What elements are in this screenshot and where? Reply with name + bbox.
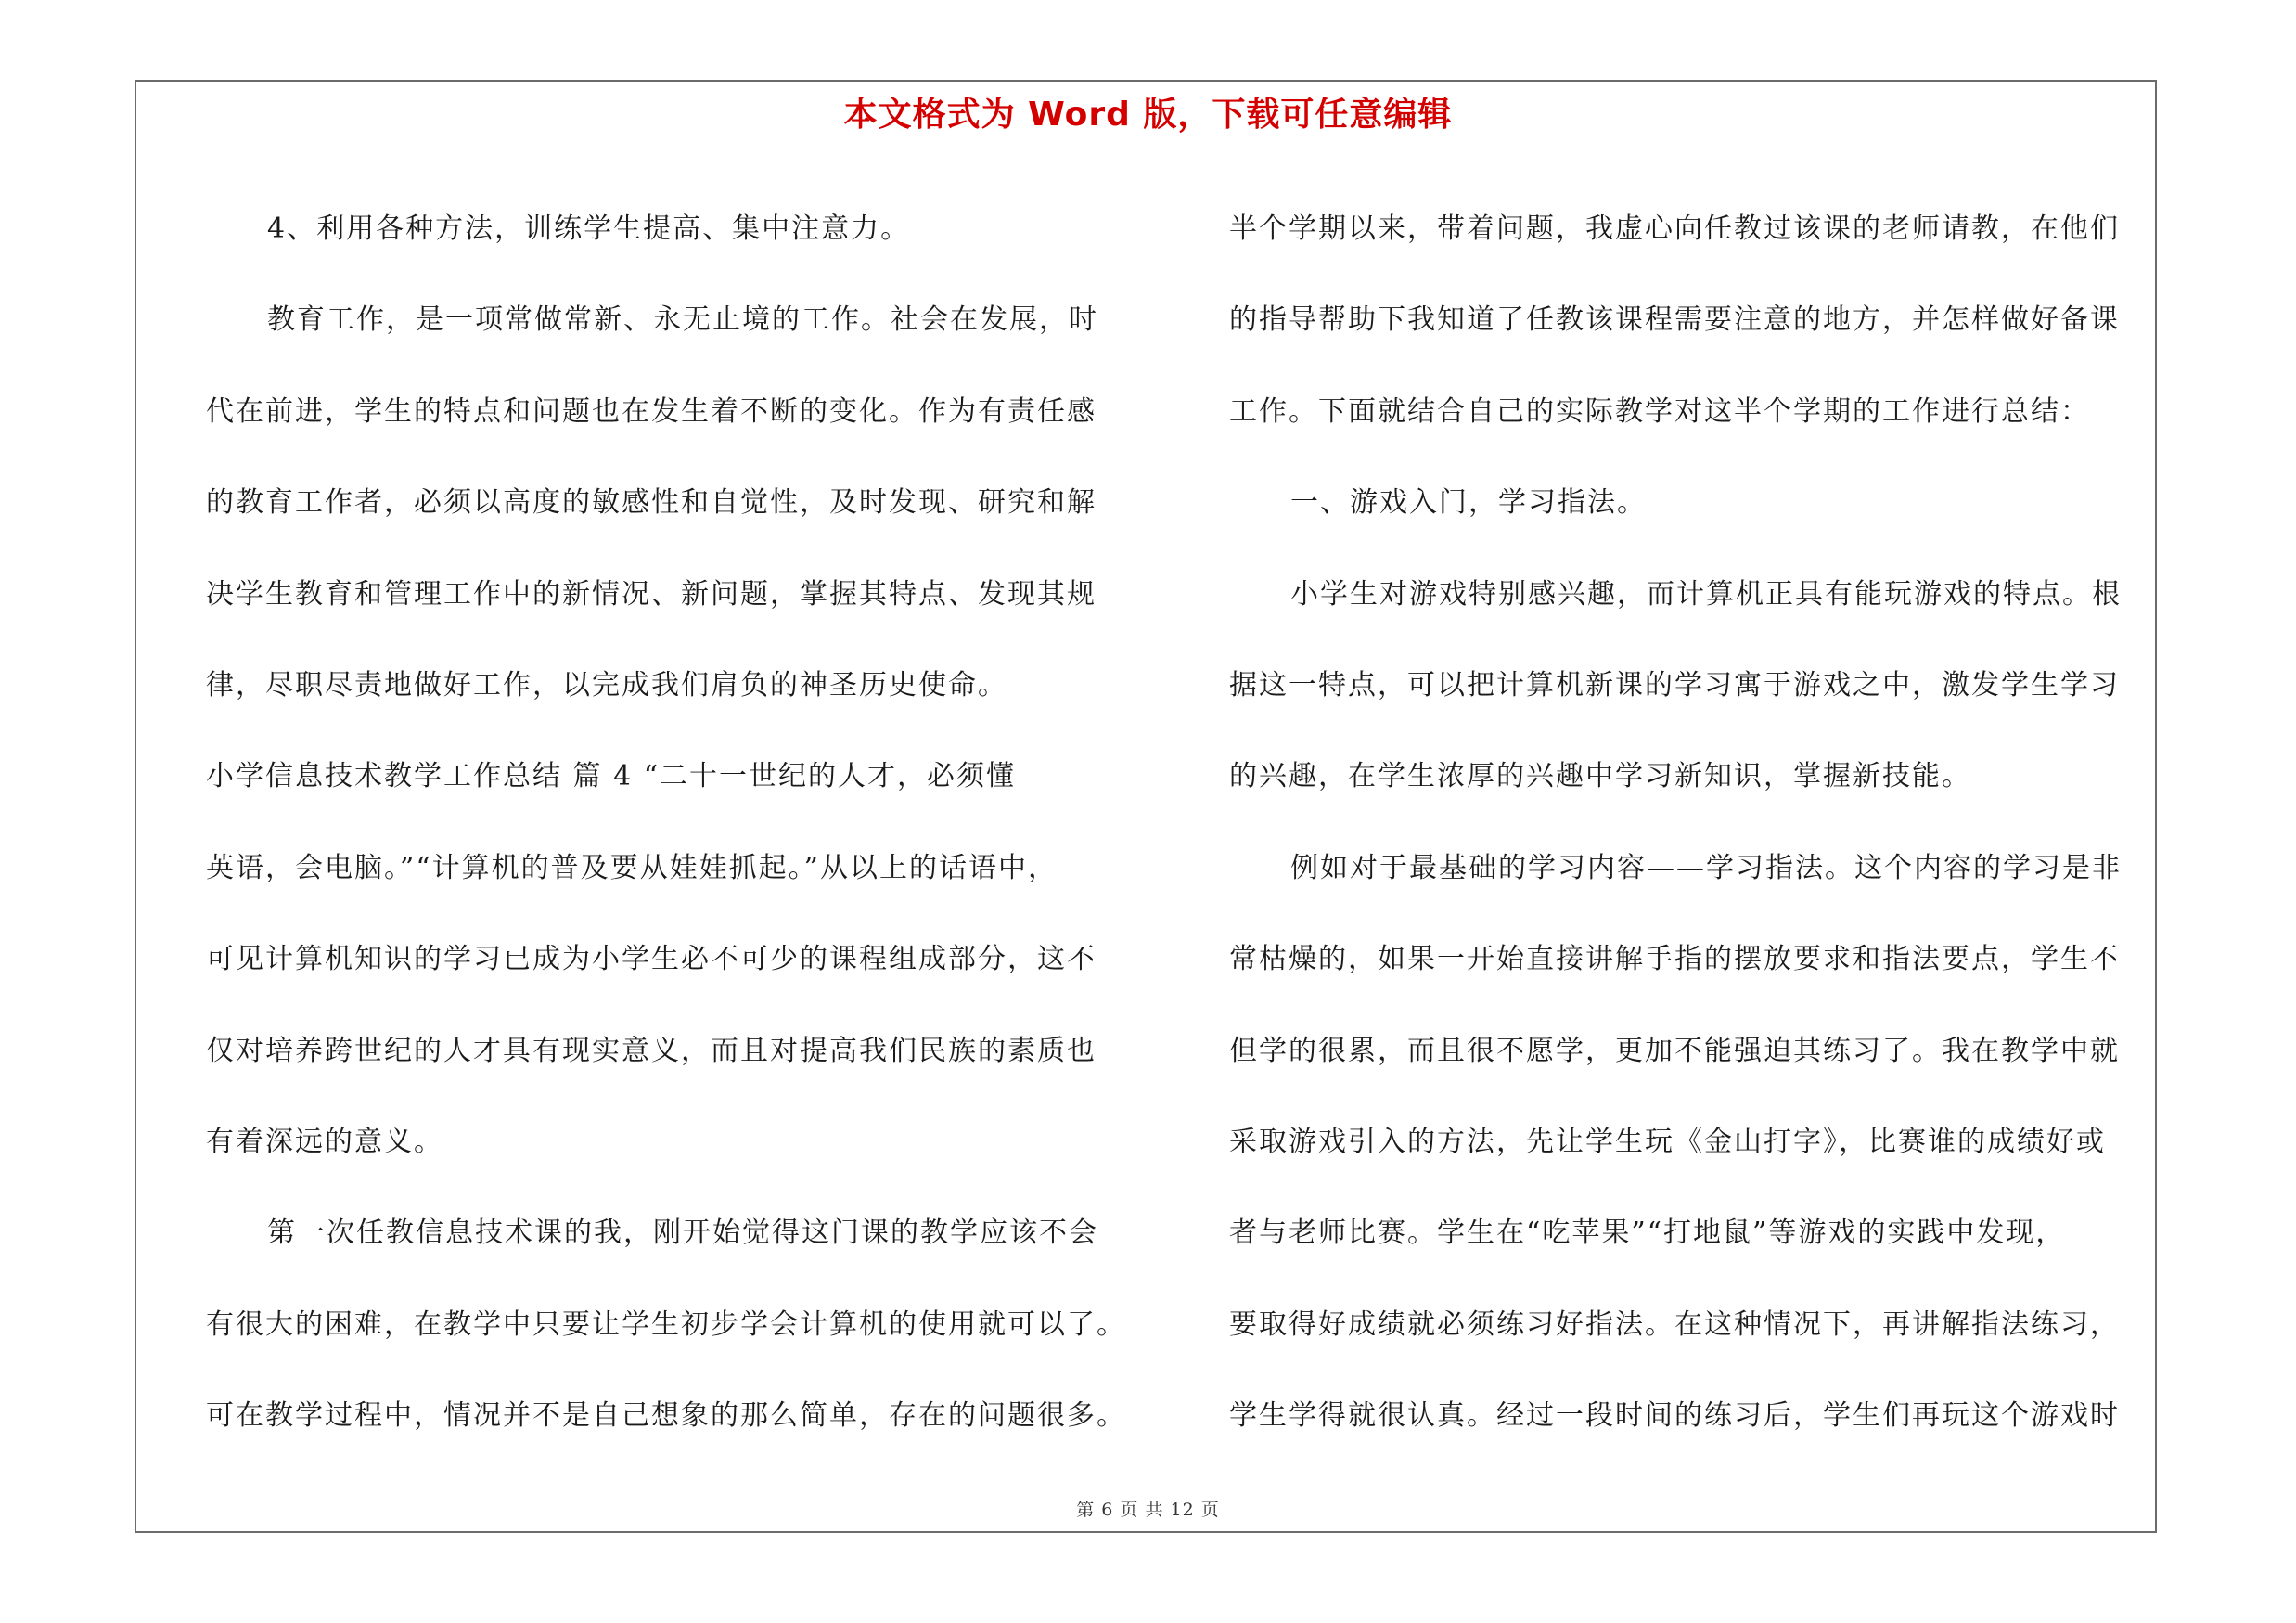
text-line: 小学信息技术教学工作总结 篇 4 “二十一世纪的人才，必须懂 (206, 760, 1017, 793)
text-line: 工作。下面就结合自己的实际教学对这半个学期的工作进行总结： (1229, 394, 2090, 428)
text-line: 但学的很累，而且很不愿学，更加不能强迫其练习了。我在教学中就 (1229, 1034, 2120, 1067)
text-line: 有着深远的意义。 (206, 1125, 443, 1158)
text-line: 第一次任教信息技术课的我，刚开始觉得这门课的教学应该不会 (267, 1217, 1098, 1250)
text-line: 采取游戏引入的方法，先让学生玩《金山打字》，比赛谁的成绩好或 (1229, 1125, 2106, 1158)
text-line: 有很大的困难，在教学中只要让学生初步学会计算机的使用就可以了。 (206, 1307, 1126, 1341)
text-line: 的兴趣，在学生浓厚的兴趣中学习新知识，掌握新技能。 (1229, 760, 1971, 793)
left-text-column (206, 184, 1134, 1462)
text-line: 常枯燥的，如果一开始直接讲解手指的摆放要求和指法要点，学生不 (1229, 943, 2120, 976)
page-number-footer: 第 6 页 共 12 页 (1076, 1500, 1220, 1520)
text-line: 的指导帮助下我知道了任教该课程需要注意的地方，并怎样做好备课 (1229, 303, 2120, 337)
text-line: 据这一特点，可以把计算机新课的学习寓于游戏之中，激发学生学习 (1229, 668, 2120, 702)
text-line: 可见计算机知识的学习已成为小学生必不可少的课程组成部分，这不 (206, 943, 1097, 976)
text-line: 英语，会电脑。”“计算机的普及要从娃娃抓起。”从以上的话语中， (206, 851, 1058, 884)
text-line: 学生学得就很认真。经过一段时间的练习后，学生们再玩这个游戏时 (1229, 1399, 2120, 1433)
text-line: 半个学期以来，带着问题，我虚心向任教过该课的老师请教，在他们 (1229, 213, 2120, 245)
text-line: 仅对培养跨世纪的人才具有现实意义，而且对提高我们民族的素质也 (206, 1034, 1097, 1067)
text-line: 例如对于最基础的学习内容——学习指法。这个内容的学习是非 (1290, 851, 2122, 884)
text-line: 律，尽职尽责地做好工作，以完成我们肩负的神圣历史使命。 (206, 668, 1007, 702)
text-line: 4、利用各种方法，训练学生提高、集中注意力。 (267, 213, 911, 245)
text-line: 教育工作，是一项常做常新、永无止境的工作。社会在发展，时 (267, 303, 1098, 337)
text-line: 的教育工作者，必须以高度的敏感性和自觉性，及时发现、研究和解 (206, 486, 1097, 520)
text-line: 代在前进，学生的特点和问题也在发生着不断的变化。作为有责任感 (206, 394, 1097, 428)
text-line: 一、游戏入门，学习指法。 (1290, 486, 1647, 520)
format-banner: 本文格式为 Word 版，下载可任意编辑 (843, 96, 1453, 134)
text-line: 小学生对游戏特别感兴趣，而计算机正具有能玩游戏的特点。根 (1290, 577, 2122, 611)
text-line: 可在教学过程中，情况并不是自己想象的那么简单，存在的问题很多。 (206, 1399, 1126, 1433)
text-line: 要取得好成绩就必须练习好指法。在这种情况下，再讲解指法练习， (1229, 1307, 2120, 1341)
text-line: 决学生教育和管理工作中的新情况、新问题，掌握其特点、发现其规 (206, 577, 1097, 611)
text-line: 者与老师比赛。学生在“吃苹果”“打地鼠”等游戏的实践中发现， (1229, 1217, 2066, 1250)
right-text-column (1229, 184, 2166, 1462)
